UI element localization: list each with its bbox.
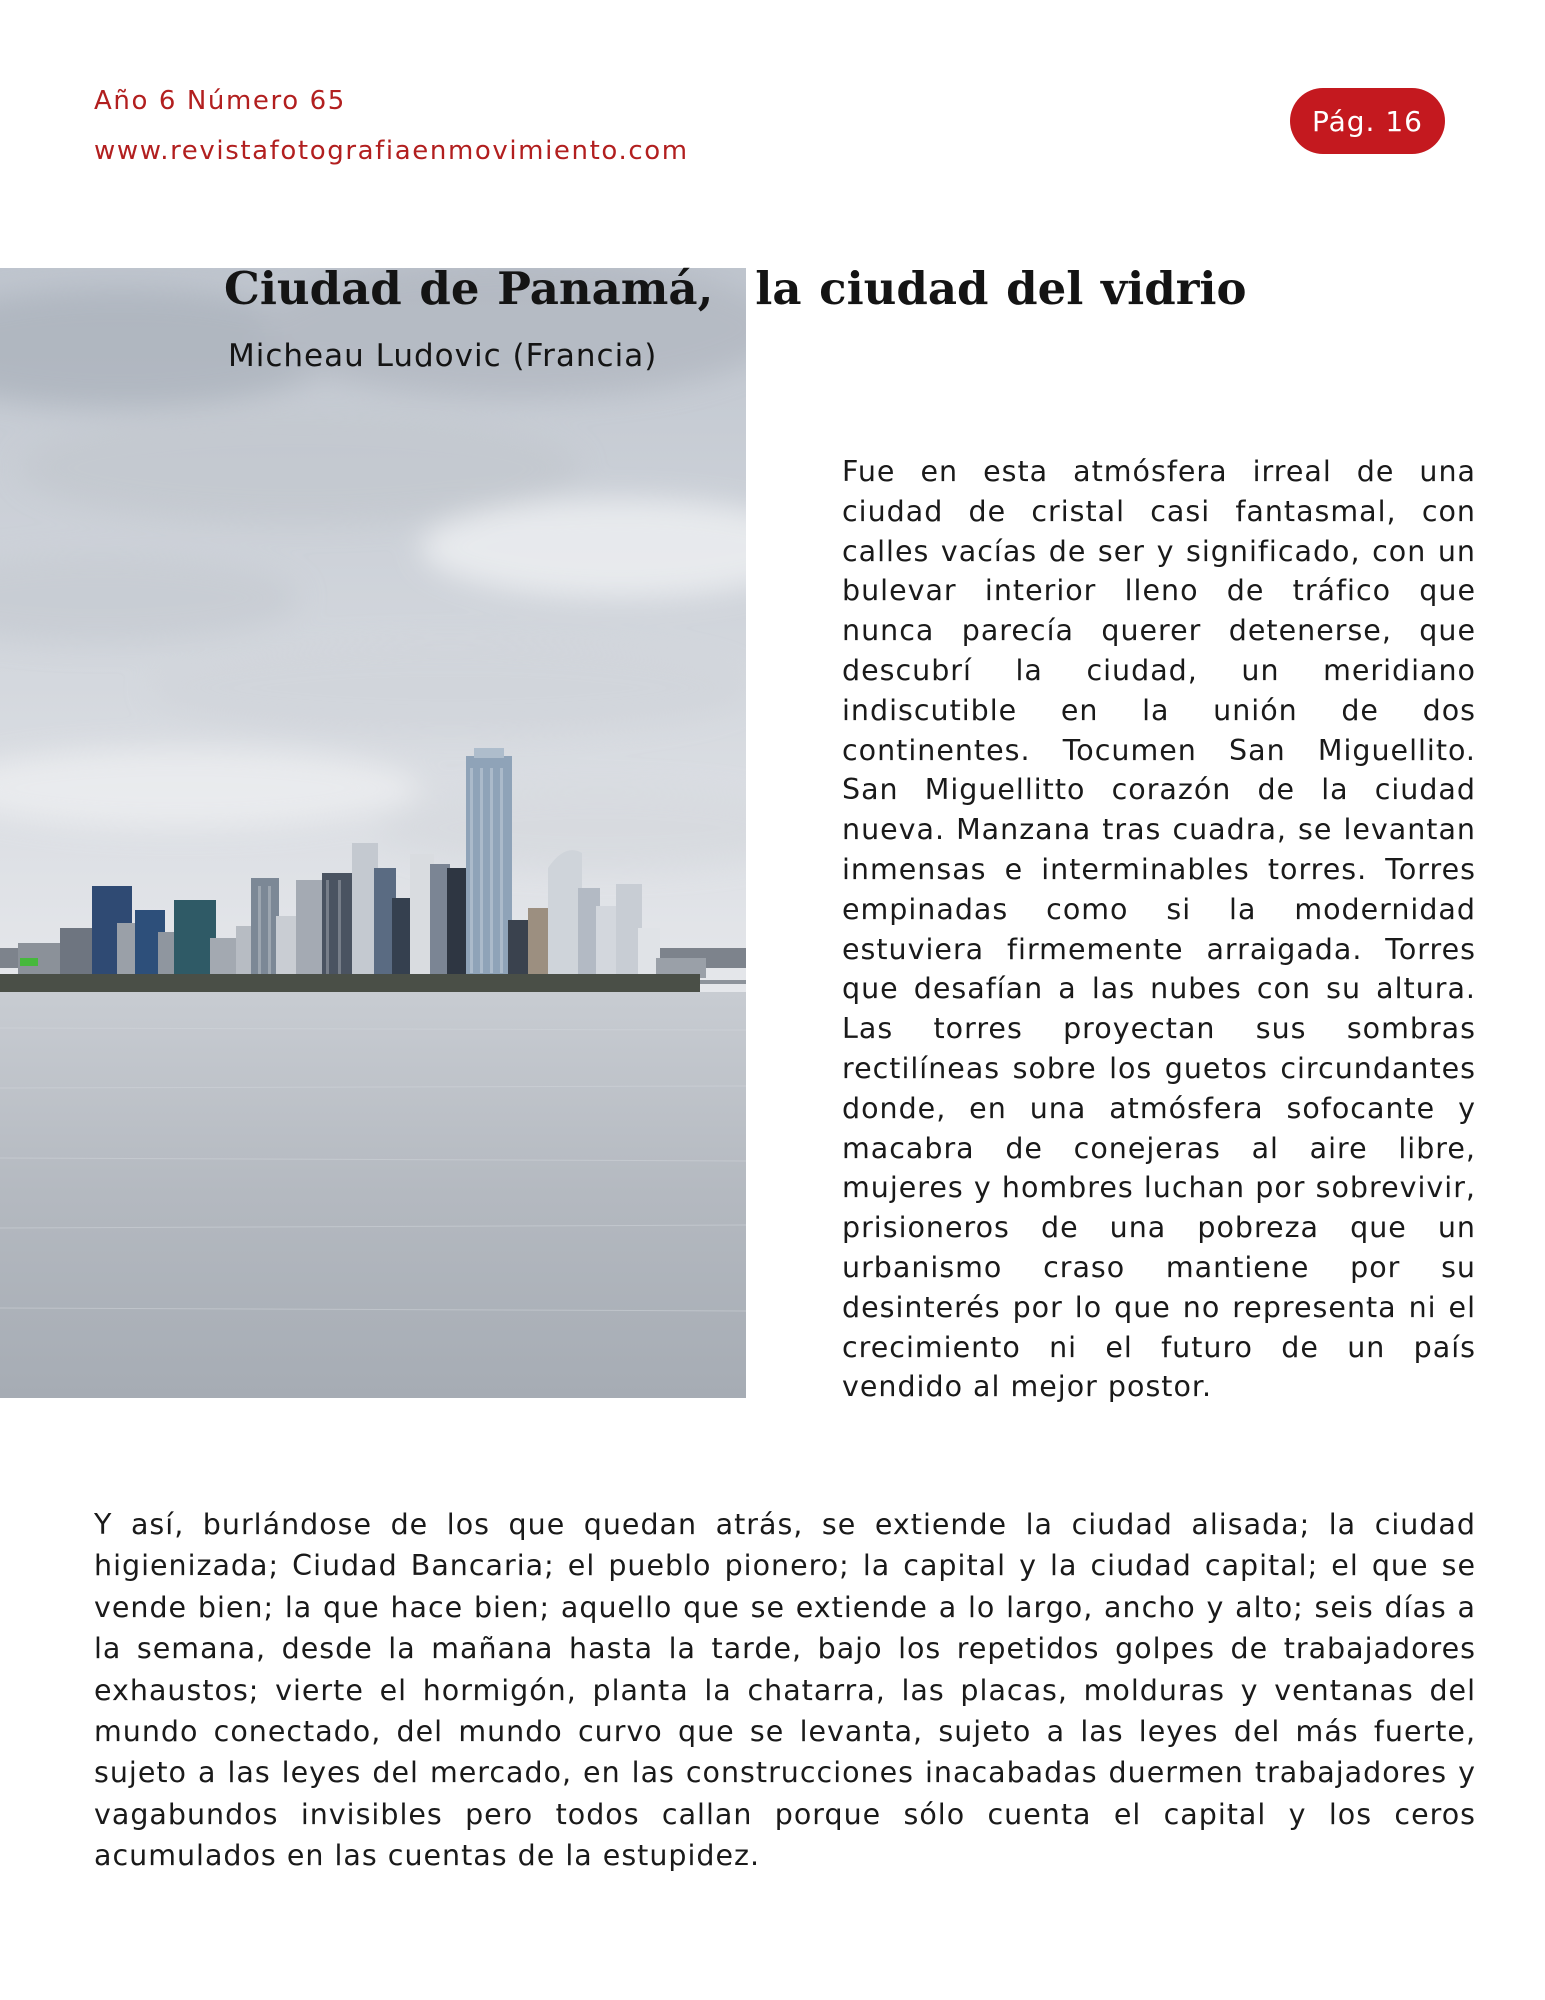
page-number-badge: Pág. 16 bbox=[1290, 88, 1445, 154]
website-url[interactable]: www.revistafotografiaenmovimiento.com bbox=[94, 136, 689, 166]
title-part-1: Ciudad de Panamá, bbox=[224, 262, 714, 315]
title-part-2: la ciudad del vidrio bbox=[755, 262, 1247, 315]
article-title bbox=[224, 262, 1247, 315]
article-bottom-paragraph: Y así, burlándose de los que quedan atrás, se extiende la ciudad alisada; la ciudad higienizada; Ciudad Bancaria; el pueblo pionero; la capital y la ciudad capital; el que se vende bien; la que hace bien; aquello que se extiende a lo largo, ancho y alto; seis días a la semana, desde la mañana hasta la tarde, bajo los repetidos golpes de trabajadores exhaustos; vierte el hormigón, planta la chatarra, las placas, molduras y ventanas del mundo conectado, del mundo curvo que se levanta, sujeto a las leyes del más fuerte, sujeto a las leyes del mercado, en las construcciones inacabadas duermen trabajadores y vagabundos invisibles pero todos callan porque sólo cuenta el capital y los ceros acumulados en las cuentas de la estupidez. bbox=[94, 1508, 1476, 1873]
article-column-paragraph: Fue en esta atmósfera irreal de una ciudad de cristal casi fantasmal, con calles vacías de ser y significado, con un bulevar interior lleno de tráfico que nunca parecía querer detenerse, que descubrí la ciudad, un meridiano indiscutible en la unión de dos continentes. Tocumen San Miguellito. San Miguellitto corazón de la ciudad nueva. Manzana tras cuadra, se levantan inmensas e interminables torres. Torres empinadas como si la modernidad estuviera firmemente arraigada. Torres que desafían a las nubes con su altura. Las torres proyectan sus sombras rectilíneas sobre los guetos circundantes donde, en una atmósfera sofocante y macabra de conejeras al aire libre, mujeres y hombres luchan por sobrevivir, prisioneros de una pobreza que un urbanismo craso mantiene por su desinterés por lo que no representa ni el crecimiento ni el futuro de un país vendido al mejor postor. bbox=[842, 455, 1476, 1404]
article-author: Micheau Ludovic (Francia) bbox=[228, 338, 658, 374]
panama-skyline-photo bbox=[0, 268, 746, 1398]
issue-number: Año 6 Número 65 bbox=[94, 86, 346, 116]
